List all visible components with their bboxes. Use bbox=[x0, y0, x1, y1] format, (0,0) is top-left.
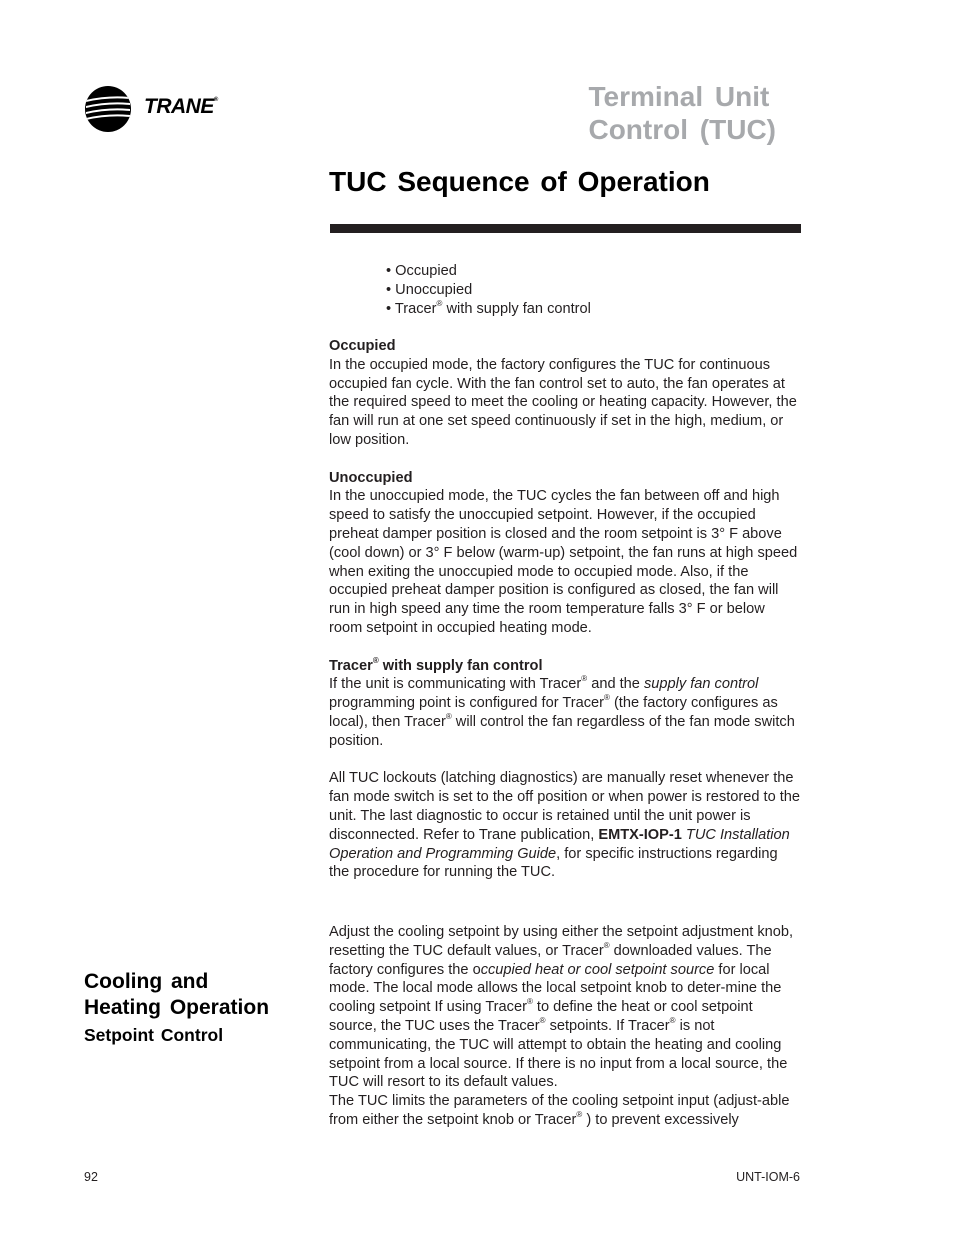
tracer-paragraph: If the unit is communicating with Tracer® and the supply fan control programming point is configured for Tracer® (the factory configures as local), then Tracer® will control the fan regardless of the fan mode switch position. bbox=[329, 674, 795, 749]
tracer-heading: Tracer® with supply fan control bbox=[329, 655, 543, 674]
section-title bbox=[588, 80, 776, 146]
side-heading-line1: Cooling and bbox=[84, 970, 209, 993]
side-subheading: Setpoint Control bbox=[84, 1025, 224, 1045]
title-rule bbox=[330, 224, 801, 233]
setpoint-limits-paragraph: The TUC limits the parameters of the cooling setpoint input (adjust-able from either the setpoint knob or Tracer® ) to prevent excessively bbox=[329, 1093, 790, 1128]
list-item: • Unoccupied bbox=[386, 281, 473, 298]
unoccupied-paragraph: In the unoccupied mode, the TUC cycles the fan between off and high speed to satisfy the unoccupied setpoint. However, if the occupied preheat damper position is closed and the room setpoint is 3° F above (cool down) or 3° F below (warm-up) setpoint, the fan runs at high speed when exiting the unoccupied mode to occupied mode. Also, if the occupied preheat damper position is configured as closed, the fan will run in high speed any time the room temperature falls 3° F or below room setpoint in occupied heating mode. bbox=[329, 488, 798, 636]
mode-list bbox=[386, 262, 591, 318]
side-heading bbox=[84, 969, 269, 1047]
page-title: TUC Sequence of Operation bbox=[329, 166, 710, 197]
brand-name: TRANE® bbox=[144, 95, 218, 118]
page-number: 92 bbox=[84, 1170, 98, 1184]
document-code: UNT-IOM-6 bbox=[736, 1170, 800, 1184]
list-item: • Occupied bbox=[386, 263, 457, 279]
trane-circle-icon bbox=[84, 85, 132, 133]
lockouts-paragraph: All TUC lockouts (latching diagnostics) are manually reset whenever the fan mode switch is set to the off position or when power is restored to the unit. The last diagnostic to occur is retained until the unit power is disconnected. Refer to Trane publication, EMTX-IOP-1 TUC Installation Operation and Programming Guide, for specific instructions regarding the procedure for running the TUC. bbox=[329, 770, 801, 881]
side-heading-line2: Heating Operation bbox=[84, 996, 270, 1019]
setpoint-paragraph: Adjust the cooling setpoint by using either the setpoint adjustment knob, resetting the TUC default values, or Tracer® downloaded values. The factory configures the occupied heat or cool setpoint source for local mode. The local mode allows the local setpoint knob to deter-mine the cooling setpoint If using Tracer® to define the heat or cool setpoint source, the TUC uses the Tracer® setpoints. If Tracer® is not communicating, the TUC will attempt to obtain the heating and cooling setpoint from a local source. If there is no input from a local source, the TUC will resort to its default values. bbox=[329, 924, 794, 1091]
unoccupied-heading: Unoccupied bbox=[329, 469, 413, 486]
section-title-line2: Control (TUC) bbox=[588, 114, 776, 145]
list-item: • Tracer® with supply fan control bbox=[386, 298, 591, 317]
main-body bbox=[329, 337, 801, 901]
occupied-paragraph: In the occupied mode, the factory configures the TUC for continuous occupied fan cycle. With the fan control set to auto, the fan operates at the required speed to meet the cooling or heating capacity. However, the fan will run at one set speed continuously if set in the high, medium, or low position. bbox=[329, 356, 797, 448]
setpoint-section bbox=[329, 923, 801, 1130]
trane-logo bbox=[84, 85, 244, 133]
occupied-heading: Occupied bbox=[329, 338, 396, 354]
section-title-line1: Terminal Unit bbox=[588, 81, 770, 112]
